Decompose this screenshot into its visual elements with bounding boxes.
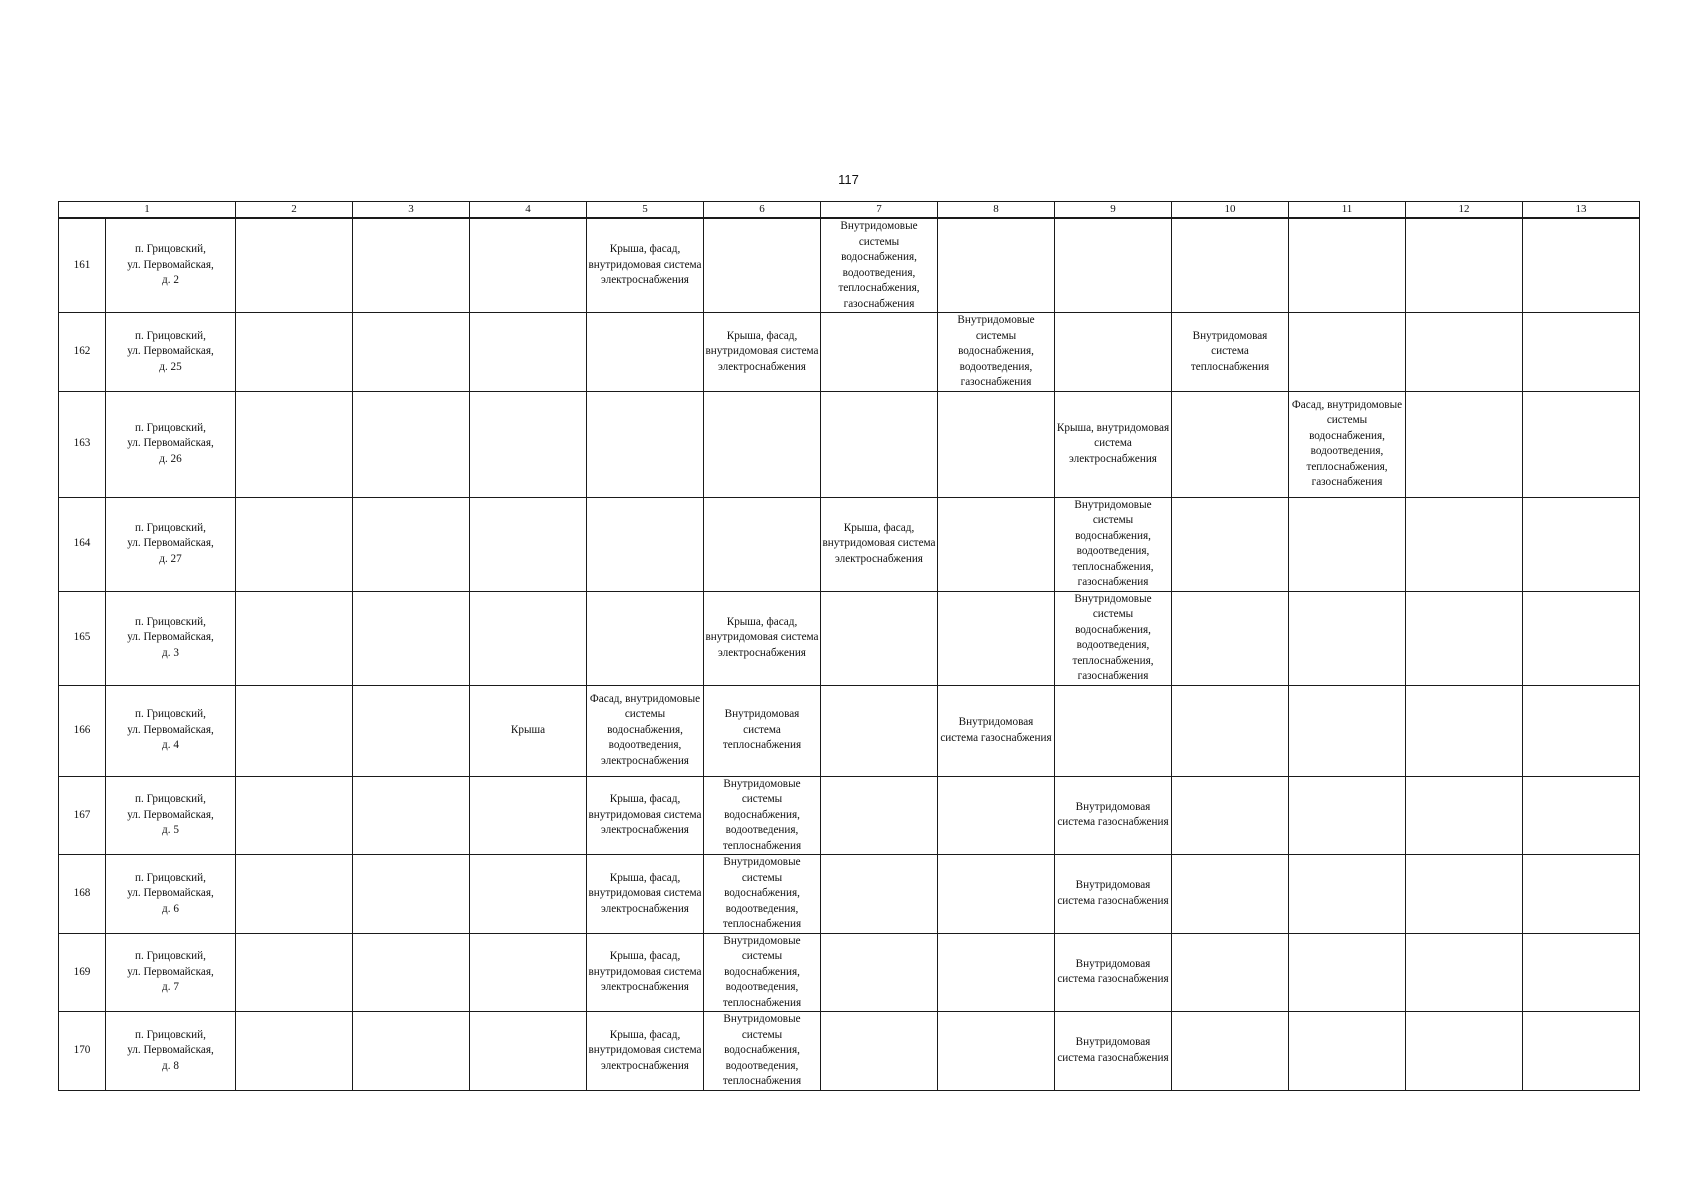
row-number: 161 bbox=[59, 218, 106, 313]
work-cell bbox=[938, 855, 1055, 934]
work-cell bbox=[1406, 685, 1523, 776]
work-cell bbox=[821, 591, 938, 685]
address-cell: п. Грицовский, ул. Первомайская, д. 4 bbox=[106, 685, 236, 776]
work-cell bbox=[236, 855, 353, 934]
work-cell bbox=[938, 933, 1055, 1012]
table-row bbox=[59, 933, 1640, 1012]
header-cell: 5 bbox=[587, 202, 704, 219]
table-row bbox=[59, 313, 1640, 392]
header-cell: 9 bbox=[1055, 202, 1172, 219]
work-cell: Внутридомовая система теплоснабжения bbox=[704, 685, 821, 776]
address-cell: п. Грицовский, ул. Первомайская, д. 2 bbox=[106, 218, 236, 313]
work-cell bbox=[1289, 933, 1406, 1012]
work-cell bbox=[1289, 1012, 1406, 1091]
work-cell bbox=[353, 497, 470, 591]
work-cell bbox=[821, 313, 938, 392]
work-cell bbox=[353, 933, 470, 1012]
work-cell bbox=[704, 497, 821, 591]
work-cell bbox=[1172, 218, 1289, 313]
work-cell bbox=[353, 218, 470, 313]
work-cell: Внутридомовая система газоснабжения bbox=[1055, 933, 1172, 1012]
work-cell bbox=[1172, 497, 1289, 591]
work-cell bbox=[821, 855, 938, 934]
work-cell bbox=[236, 591, 353, 685]
row-number: 164 bbox=[59, 497, 106, 591]
work-cell: Фасад, внутридомовые системы водоснабжения, водоотведения, теплоснабжения, газоснабжения bbox=[1289, 391, 1406, 497]
work-cell bbox=[236, 1012, 353, 1091]
work-cell bbox=[1523, 591, 1640, 685]
work-cell bbox=[1523, 391, 1640, 497]
header-cell: 4 bbox=[470, 202, 587, 219]
work-cell: Внутридомовая система газоснабжения bbox=[1055, 1012, 1172, 1091]
work-cell bbox=[353, 1012, 470, 1091]
work-cell: Внутридомовые системы водоснабжения, водоотведения, теплоснабжения, газоснабжения bbox=[1055, 591, 1172, 685]
header-row bbox=[59, 202, 1640, 219]
work-cell bbox=[1172, 1012, 1289, 1091]
work-cell: Крыша, фасад, внутридомовая система электроснабжения bbox=[587, 1012, 704, 1091]
work-cell bbox=[353, 391, 470, 497]
work-cell bbox=[821, 685, 938, 776]
work-cell: Внутридомовые системы водоснабжения, водоотведения, теплоснабжения bbox=[704, 933, 821, 1012]
work-cell bbox=[236, 685, 353, 776]
work-cell bbox=[470, 313, 587, 392]
address-cell: п. Грицовский, ул. Первомайская, д. 8 bbox=[106, 1012, 236, 1091]
work-cell: Фасад, внутридомовые системы водоснабжения, водоотведения, электроснабжения bbox=[587, 685, 704, 776]
work-cell bbox=[353, 591, 470, 685]
address-cell: п. Грицовский, ул. Первомайская, д. 7 bbox=[106, 933, 236, 1012]
work-cell: Внутридомовые системы водоснабжения, водоотведения, теплоснабжения bbox=[704, 776, 821, 855]
work-cell: Крыша, фасад, внутридомовая система электроснабжения bbox=[587, 776, 704, 855]
work-cell bbox=[1523, 776, 1640, 855]
work-cell bbox=[1406, 776, 1523, 855]
work-cell bbox=[587, 313, 704, 392]
header-cell: 3 bbox=[353, 202, 470, 219]
table-row bbox=[59, 1012, 1640, 1091]
work-cell bbox=[1406, 218, 1523, 313]
work-cell bbox=[938, 497, 1055, 591]
header-cell: 8 bbox=[938, 202, 1055, 219]
work-cell bbox=[236, 313, 353, 392]
work-cell bbox=[353, 855, 470, 934]
work-cell bbox=[470, 591, 587, 685]
work-cell: Крыша, фасад, внутридомовая система электроснабжения bbox=[587, 218, 704, 313]
work-cell bbox=[353, 685, 470, 776]
work-cell bbox=[1289, 776, 1406, 855]
work-cell: Крыша, внутридомовая система электроснабжения bbox=[1055, 391, 1172, 497]
work-cell bbox=[587, 497, 704, 591]
row-number: 163 bbox=[59, 391, 106, 497]
address-cell: п. Грицовский, ул. Первомайская, д. 27 bbox=[106, 497, 236, 591]
work-cell bbox=[1523, 855, 1640, 934]
work-cell bbox=[1289, 313, 1406, 392]
header-cell: 13 bbox=[1523, 202, 1640, 219]
work-cell bbox=[1406, 933, 1523, 1012]
header-cell: 1 bbox=[59, 202, 236, 219]
work-cell bbox=[938, 391, 1055, 497]
work-cell bbox=[353, 313, 470, 392]
work-cell bbox=[236, 933, 353, 1012]
work-cell bbox=[1523, 218, 1640, 313]
work-cell bbox=[821, 391, 938, 497]
work-cell: Внутридомовая система газоснабжения bbox=[1055, 776, 1172, 855]
work-cell bbox=[1172, 855, 1289, 934]
work-cell bbox=[1289, 685, 1406, 776]
row-number: 165 bbox=[59, 591, 106, 685]
work-cell bbox=[470, 933, 587, 1012]
page-number: 117 bbox=[838, 172, 859, 187]
work-cell bbox=[1172, 933, 1289, 1012]
work-cell bbox=[1055, 685, 1172, 776]
work-cell bbox=[1289, 218, 1406, 313]
work-cell bbox=[1406, 591, 1523, 685]
work-cell bbox=[821, 776, 938, 855]
work-cell bbox=[1289, 855, 1406, 934]
work-cell: Внутридомовая система газоснабжения bbox=[1055, 855, 1172, 934]
work-cell: Крыша, фасад, внутридомовая система электроснабжения bbox=[587, 933, 704, 1012]
work-cell bbox=[353, 776, 470, 855]
work-cell: Внутридомовые системы водоснабжения, водоотведения, теплоснабжения, газоснабжения bbox=[1055, 497, 1172, 591]
work-cell bbox=[821, 933, 938, 1012]
work-cell bbox=[938, 218, 1055, 313]
row-number: 168 bbox=[59, 855, 106, 934]
work-cell: Крыша, фасад, внутридомовая система электроснабжения bbox=[704, 313, 821, 392]
work-cell bbox=[1172, 591, 1289, 685]
work-cell: Внутридомовые системы водоснабжения, водоотведения, теплоснабжения, газоснабжения bbox=[821, 218, 938, 313]
work-cell bbox=[1406, 313, 1523, 392]
header-cell: 11 bbox=[1289, 202, 1406, 219]
table-row bbox=[59, 776, 1640, 855]
work-cell: Внутридомовая система газоснабжения bbox=[938, 685, 1055, 776]
work-cell: Крыша, фасад, внутридомовая система электроснабжения bbox=[704, 591, 821, 685]
work-cell bbox=[1523, 933, 1640, 1012]
work-cell: Внутридомовые системы водоснабжения, водоотведения, газоснабжения bbox=[938, 313, 1055, 392]
address-cell: п. Грицовский, ул. Первомайская, д. 3 bbox=[106, 591, 236, 685]
work-cell bbox=[1406, 497, 1523, 591]
work-cell bbox=[1523, 685, 1640, 776]
work-cell bbox=[1523, 497, 1640, 591]
header-cell: 6 bbox=[704, 202, 821, 219]
work-cell bbox=[938, 776, 1055, 855]
work-cell bbox=[470, 497, 587, 591]
work-cell: Внутридомовая система теплоснабжения bbox=[1172, 313, 1289, 392]
table-row bbox=[59, 855, 1640, 934]
work-cell bbox=[704, 391, 821, 497]
address-cell: п. Грицовский, ул. Первомайская, д. 25 bbox=[106, 313, 236, 392]
work-cell: Внутридомовые системы водоснабжения, водоотведения, теплоснабжения bbox=[704, 1012, 821, 1091]
work-cell bbox=[470, 776, 587, 855]
work-cell bbox=[470, 1012, 587, 1091]
work-cell bbox=[1406, 855, 1523, 934]
repair-schedule-table bbox=[58, 201, 1640, 1091]
work-cell bbox=[470, 391, 587, 497]
work-cell bbox=[1055, 313, 1172, 392]
work-cell bbox=[470, 855, 587, 934]
work-cell bbox=[938, 591, 1055, 685]
work-cell bbox=[1523, 1012, 1640, 1091]
work-cell bbox=[1406, 391, 1523, 497]
work-cell: Крыша, фасад, внутридомовая система электроснабжения bbox=[821, 497, 938, 591]
table-row bbox=[59, 591, 1640, 685]
address-cell: п. Грицовский, ул. Первомайская, д. 26 bbox=[106, 391, 236, 497]
row-number: 169 bbox=[59, 933, 106, 1012]
row-number: 166 bbox=[59, 685, 106, 776]
work-cell bbox=[470, 218, 587, 313]
work-cell bbox=[1289, 591, 1406, 685]
address-cell: п. Грицовский, ул. Первомайская, д. 5 bbox=[106, 776, 236, 855]
row-number: 162 bbox=[59, 313, 106, 392]
work-cell bbox=[236, 497, 353, 591]
work-cell: Внутридомовые системы водоснабжения, водоотведения, теплоснабжения bbox=[704, 855, 821, 934]
work-cell bbox=[587, 591, 704, 685]
table-row bbox=[59, 685, 1640, 776]
address-cell: п. Грицовский, ул. Первомайская, д. 6 bbox=[106, 855, 236, 934]
work-cell bbox=[1172, 685, 1289, 776]
work-cell bbox=[1055, 218, 1172, 313]
table-row bbox=[59, 218, 1640, 313]
work-cell bbox=[938, 1012, 1055, 1091]
work-cell bbox=[704, 218, 821, 313]
header-cell: 7 bbox=[821, 202, 938, 219]
row-number: 167 bbox=[59, 776, 106, 855]
header-cell: 12 bbox=[1406, 202, 1523, 219]
work-cell bbox=[1523, 313, 1640, 392]
work-cell bbox=[236, 776, 353, 855]
table-row bbox=[59, 497, 1640, 591]
work-cell bbox=[1289, 497, 1406, 591]
table-row bbox=[59, 391, 1640, 497]
work-cell bbox=[1406, 1012, 1523, 1091]
work-cell bbox=[587, 391, 704, 497]
work-cell: Крыша, фасад, внутридомовая система электроснабжения bbox=[587, 855, 704, 934]
header-cell: 2 bbox=[236, 202, 353, 219]
row-number: 170 bbox=[59, 1012, 106, 1091]
work-cell: Крыша bbox=[470, 685, 587, 776]
work-cell bbox=[236, 391, 353, 497]
work-cell bbox=[236, 218, 353, 313]
work-cell bbox=[821, 1012, 938, 1091]
header-cell: 10 bbox=[1172, 202, 1289, 219]
work-cell bbox=[1172, 391, 1289, 497]
work-cell bbox=[1172, 776, 1289, 855]
